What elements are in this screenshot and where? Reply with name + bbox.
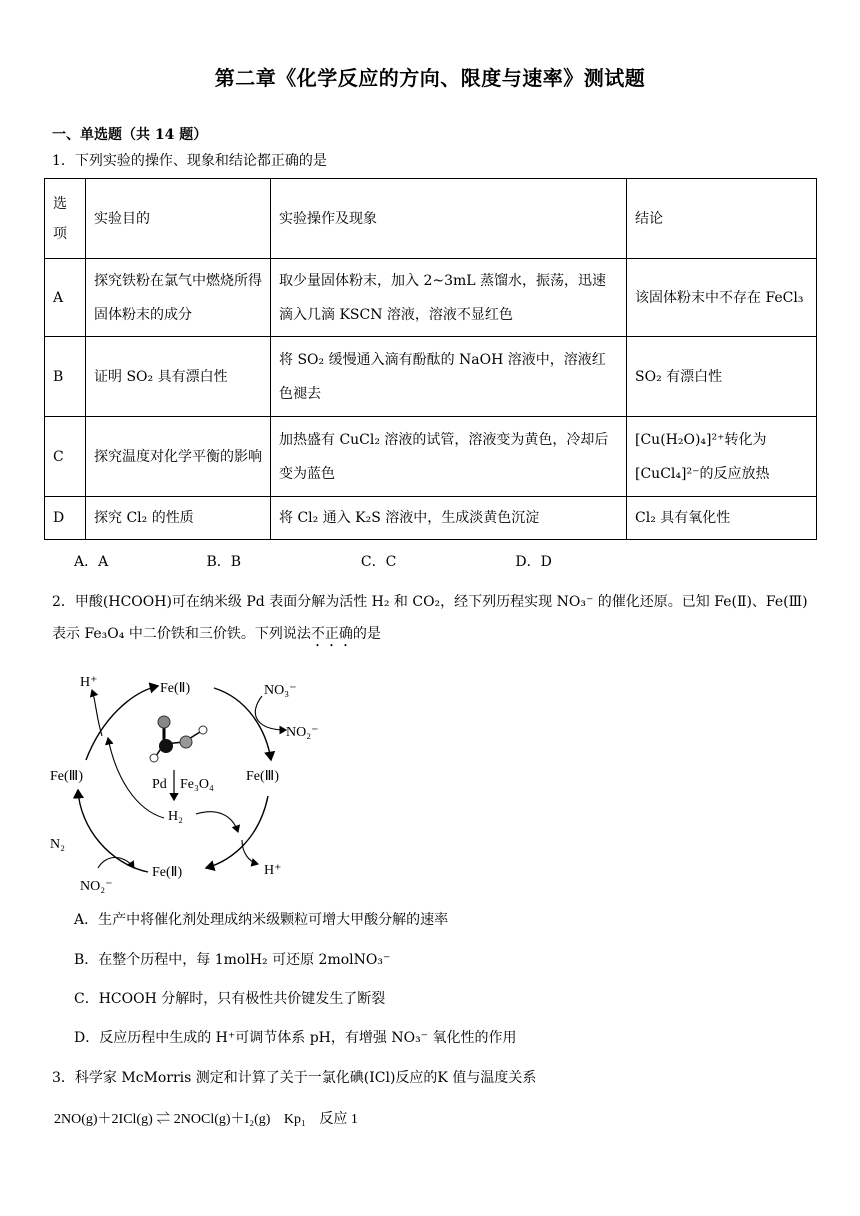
label-h-plus-bottom: H⁺: [264, 863, 282, 878]
table-row: [45, 259, 817, 337]
q2-option-b[interactable]: B．在整个历程中，每 1molH₂ 可还原 2molNO₃⁻: [74, 952, 391, 968]
q1-option-d[interactable]: D．D: [515, 554, 552, 570]
section-heading: 一、单选题（共 14 题）: [52, 127, 208, 143]
table-row: [45, 497, 817, 540]
label-fe2-bottom: Fe(Ⅱ): [152, 865, 183, 880]
row-operation: 将 Cl₂ 通入 K₂S 溶液中，生成淡黄色沉淀: [271, 497, 627, 540]
row-conclusion: 该固体粉末中不存在 FeCl₃: [627, 259, 817, 337]
header-option: 选 项: [45, 179, 86, 259]
q1-option-b[interactable]: B．B: [206, 554, 242, 570]
q2-stem-line2: [52, 623, 381, 650]
label-no3: NO₃⁻: [264, 683, 297, 698]
row-operation: 取少量固体粉末，加入 2~3mL 蒸馏水，振荡，迅速滴入几滴 KSCN 溶液，溶液不显红色: [271, 259, 627, 337]
q2-option-a[interactable]: A．生产中将催化剂处理成纳米级颗粒可增大甲酸分解的速率: [74, 912, 449, 928]
experiment-table: [44, 178, 817, 540]
arrow-no2-in-bottom: [98, 858, 134, 869]
label-n2: N₂: [50, 837, 65, 852]
row-conclusion: [Cu(H₂O)₄]²⁺转化为[CuCl₄]²⁻的反应放热: [627, 417, 817, 497]
arrow-h2-right: [196, 812, 238, 832]
label-fe3o4: Fe₃O₄: [180, 777, 214, 792]
q2-stem-text: 表示 Fe₃O₄ 中二价铁和三价铁。下列说法: [52, 626, 311, 642]
molecule-h-right: [199, 726, 207, 734]
row-goal: 探究温度对化学平衡的影响: [86, 417, 271, 497]
arrow-h-plus-out-top: [92, 690, 102, 736]
q3-kp: Kp₁: [283, 1112, 306, 1127]
q1-option-a[interactable]: A．A: [74, 554, 109, 570]
q2-stem-emphasis: 不正确: [310, 626, 353, 642]
catalytic-cycle-diagram: [46, 668, 336, 896]
row-option: A: [45, 259, 86, 337]
row-option: D: [45, 497, 86, 540]
arrow-fe3-to-fe2-top: [86, 686, 158, 760]
header-goal: 实验目的: [86, 179, 271, 259]
molecule-o-right: [180, 736, 192, 748]
q2-stem-end: 的是: [352, 626, 381, 642]
molecule-o-top: [158, 716, 170, 728]
row-conclusion: Cl₂ 具有氧化性: [627, 497, 817, 540]
row-option: C: [45, 417, 86, 497]
q2-option-c[interactable]: C．HCOOH 分解时，只有极性共价键发生了断裂: [74, 991, 386, 1007]
q2-stem-line1: 2．甲酸(HCOOH)可在纳米级 Pd 表面分解为活性 H₂ 和 CO₂，经下列历程实现 NO₃⁻ 的催化还原。已知 Fe(Ⅱ)、Fe(Ⅲ): [52, 594, 808, 610]
q1-option-c[interactable]: C．C: [360, 554, 397, 570]
row-goal: 探究铁粉在氯气中燃烧所得固体粉末的成分: [86, 259, 271, 337]
q3-stem: 3．科学家 McMorris 测定和计算了关于一氯化碘(ICl)反应的K 值与温度关系: [52, 1070, 537, 1086]
header-conclusion: 结论: [627, 179, 817, 259]
row-operation: 将 SO₂ 缓慢通入滴有酚酞的 NaOH 溶液中，溶液红色褪去: [271, 337, 627, 417]
arrow-fe2-to-fe3-right: [214, 688, 271, 760]
q3-equation-line: [54, 1108, 358, 1128]
q2-option-d[interactable]: D．反应历程中生成的 H⁺可调节体系 pH，有增强 NO₃⁻ 氧化性的作用: [74, 1030, 517, 1046]
row-goal: 证明 SO₂ 具有漂白性: [86, 337, 271, 417]
label-no2-bottom: NO₂⁻: [80, 879, 113, 894]
label-no2-right: NO₂⁻: [286, 725, 319, 740]
q3-equation: 2NO(g)＋2ICl(g) ⇌ 2NOCl(g)＋I₂(g): [54, 1112, 271, 1127]
label-fe3-right: Fe(Ⅲ): [246, 769, 279, 784]
row-operation: 加热盛有 CuCl₂ 溶液的试管，溶液变为黄色，冷却后变为蓝色: [271, 417, 627, 497]
table-header-row: [45, 179, 817, 259]
row-conclusion: SO₂ 有漂白性: [627, 337, 817, 417]
q1-stem: 1．下列实验的操作、现象和结论都正确的是: [52, 153, 327, 169]
table-row: [45, 417, 817, 497]
arrow-fe2-to-fe3-left: [78, 790, 148, 872]
q3-reaction-label: 反应 1: [319, 1112, 358, 1127]
label-fe3-left: Fe(Ⅲ): [50, 769, 83, 784]
row-option: B: [45, 337, 86, 417]
q1-options: [74, 551, 552, 573]
label-h-plus-top: H⁺: [80, 675, 98, 690]
arrow-no3-in: [255, 696, 286, 730]
label-h2: H₂: [168, 809, 183, 824]
molecule-c: [159, 739, 173, 753]
molecule-h-bottom: [150, 754, 158, 762]
header-operation: 实验操作及现象: [271, 179, 627, 259]
page-title: 第二章《化学反应的方向、限度与速率》测试题: [214, 66, 646, 90]
label-fe2-top: Fe(Ⅱ): [160, 681, 191, 696]
row-goal: 探究 Cl₂ 的性质: [86, 497, 271, 540]
table-row: [45, 337, 817, 417]
label-pd: Pd: [152, 777, 167, 792]
arrow-fe3-to-fe2-bottom: [206, 796, 268, 868]
